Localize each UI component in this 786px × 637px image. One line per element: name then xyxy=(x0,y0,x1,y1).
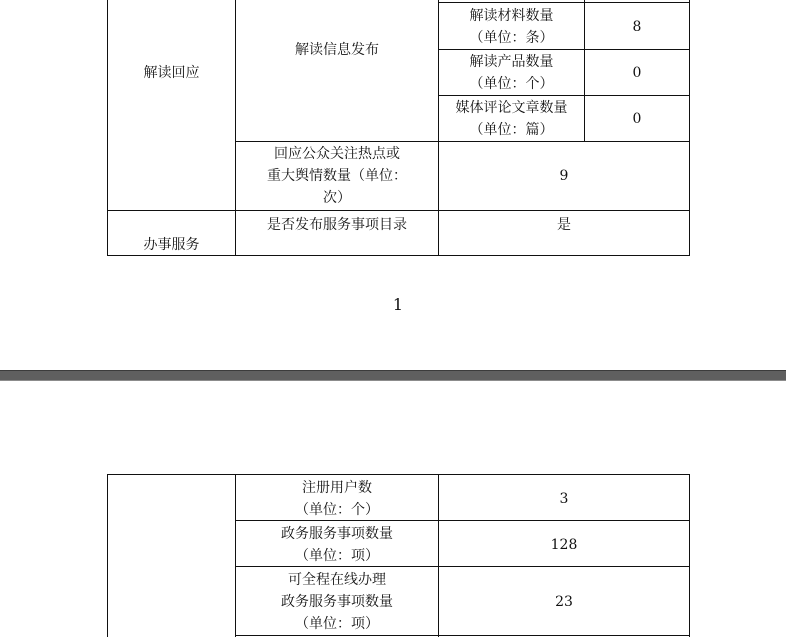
table-border-left xyxy=(107,474,108,637)
users-value-cell: 3 xyxy=(559,491,569,507)
table-row-line xyxy=(438,95,690,96)
table-border-right xyxy=(689,0,690,256)
materials-value-cell: 8 xyxy=(632,19,642,35)
page-separator xyxy=(0,370,786,381)
catalog-value-cell: 是 xyxy=(557,217,571,233)
users-label-cell: 注册用户数 （单位：个） xyxy=(295,480,379,518)
table-border-right xyxy=(689,474,690,637)
table-border-top xyxy=(107,474,690,475)
items-label-cell: 政务服务事项数量 （单位：项） xyxy=(281,526,393,564)
materials-label-cell: 解读材料数量 （单位：条） xyxy=(469,8,554,46)
products-value-cell: 0 xyxy=(632,65,642,81)
online-value-cell: 23 xyxy=(555,594,573,610)
table-row-line xyxy=(235,635,690,636)
page-number: 1 xyxy=(392,295,404,314)
products-label-cell: 解读产品数量 （单位：个） xyxy=(469,54,554,92)
subcategory-publish-cell: 解读信息发布 xyxy=(295,42,379,58)
table-row-line xyxy=(438,49,690,50)
online-label-cell: 可全程在线办理 政务服务事项数量 （单位：项） xyxy=(281,572,393,632)
table-border-left xyxy=(107,0,108,256)
category-response-cell: 解读回应 xyxy=(143,65,200,81)
table-row-line xyxy=(235,141,690,142)
media-value-cell: 0 xyxy=(632,111,642,127)
hotspot-value-cell: 9 xyxy=(559,168,569,184)
catalog-label-cell: 是否发布服务事项目录 xyxy=(267,217,407,233)
category-service-cell: 办事服务 xyxy=(143,237,200,253)
table-row-line xyxy=(438,2,690,3)
items-value-cell: 128 xyxy=(550,537,578,553)
table-row-line xyxy=(107,210,690,211)
hotspot-label-cell: 回应公众关注热点或 重大舆情数量（单位： 次） xyxy=(267,146,407,206)
media-label-cell: 媒体评论文章数量 （单位：篇） xyxy=(455,100,568,138)
document-page-2 xyxy=(0,381,786,637)
